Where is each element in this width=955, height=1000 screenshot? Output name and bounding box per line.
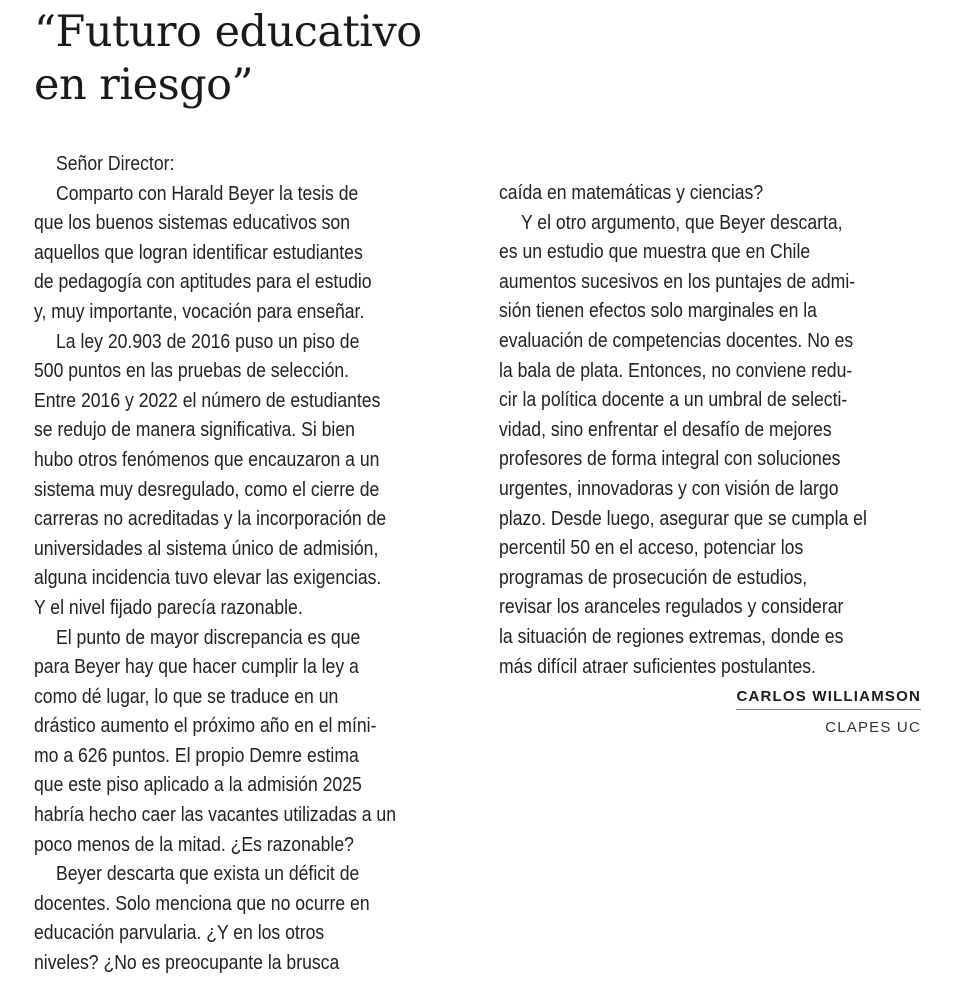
body-line: que los buenos sistemas educativos son [34, 212, 351, 235]
body-line: plazo. Desde luego, asegurar que se cumpla el [499, 507, 867, 530]
salutation: Señor Director: [56, 153, 175, 175]
body-line: universidades al sistema único de admisión, [34, 537, 379, 560]
body-line: vidad, sino enfrentar el desafío de mejores [499, 418, 832, 441]
title-line: “Futuro educativo [34, 7, 422, 57]
body-line: Entre 2016 y 2022 el número de estudiantes [34, 389, 381, 412]
body-line: poco menos de la mitad. ¿Es razonable? [34, 833, 354, 856]
body-line: como dé lugar, lo que se traduce en un [34, 685, 339, 708]
body-line: La ley 20.903 de 2016 puso un piso de [56, 330, 360, 353]
title-line: en riesgo” [34, 60, 254, 110]
body-line: Beyer descarta que exista un déficit de [56, 863, 360, 886]
body-line: Comparto con Harald Beyer la tesis de [56, 182, 359, 205]
body-line: educación parvularia. ¿Y en los otros [34, 922, 325, 945]
body-line: habría hecho caer las vacantes utilizadas a un [34, 804, 397, 827]
author-name: CARLOS WILLIAMSON [736, 688, 921, 710]
body-line: caída en matemáticas y ciencias? [499, 182, 764, 204]
body-line: revisar los aranceles regulados y considerar [499, 596, 844, 619]
body-line: la bala de plata. Entonces, no conviene redu- [499, 359, 853, 382]
body-line: de pedagogía con aptitudes para el estudio [34, 271, 372, 294]
body-line: Y el nivel fijado parecía razonable. [34, 596, 303, 619]
body-line: profesores de forma integral con soluciones [499, 448, 841, 471]
body-line: aquellos que logran identificar estudiantes [34, 241, 363, 264]
left-column [34, 150, 464, 979]
body-line: y, muy importante, vocación para enseñar. [34, 300, 365, 323]
body-line: que este piso aplicado a la admisión 2025 [34, 774, 362, 797]
body-line: más difícil atraer suficientes postulantes. [499, 655, 816, 678]
right-column [499, 179, 929, 682]
body-line: aumentos sucesivos en los puntajes de admi- [499, 270, 856, 293]
body-line: percentil 50 en el acceso, potenciar los [499, 537, 804, 560]
body-line: para Beyer hay que hacer cumplir la ley a [34, 656, 359, 679]
body-line: Y el otro argumento, que Beyer descarta, [521, 211, 843, 234]
body-line: programas de prosecución de estudios, [499, 566, 808, 589]
body-line: sión tienen efectos solo marginales en la [499, 300, 817, 323]
body-line: carreras no acreditadas y la incorporación de [34, 508, 387, 531]
body-line: es un estudio que muestra que en Chile [499, 241, 811, 264]
body-line: niveles? ¿No es preocupante la brusca [34, 952, 340, 975]
body-line: sistema muy desregulado, como el cierre de [34, 478, 380, 501]
body-line: alguna incidencia tuvo elevar las exigencias. [34, 567, 382, 590]
author-organization: CLAPES UC [825, 719, 921, 736]
body-line: evaluación de competencias docentes. No es [499, 329, 854, 352]
body-line: hubo otros fenómenos que encauzaron a un [34, 448, 380, 471]
body-line: mo a 626 puntos. El propio Demre estima [34, 744, 359, 767]
body-line: la situación de regiones extremas, donde es [499, 625, 844, 648]
body-line: El punto de mayor discrepancia es que [56, 626, 361, 649]
body-line: cir la política docente a un umbral de selecti- [499, 389, 848, 412]
letter-title [34, 6, 422, 112]
body-line: drástico aumento el próximo año en el míni- [34, 715, 377, 738]
body-line: docentes. Solo menciona que no ocurre en [34, 892, 370, 915]
body-line: se redujo de manera significativa. Si bien [34, 419, 355, 442]
body-line: 500 puntos en las pruebas de selección. [34, 360, 350, 383]
body-line: urgentes, innovadoras y con visión de largo [499, 477, 839, 500]
